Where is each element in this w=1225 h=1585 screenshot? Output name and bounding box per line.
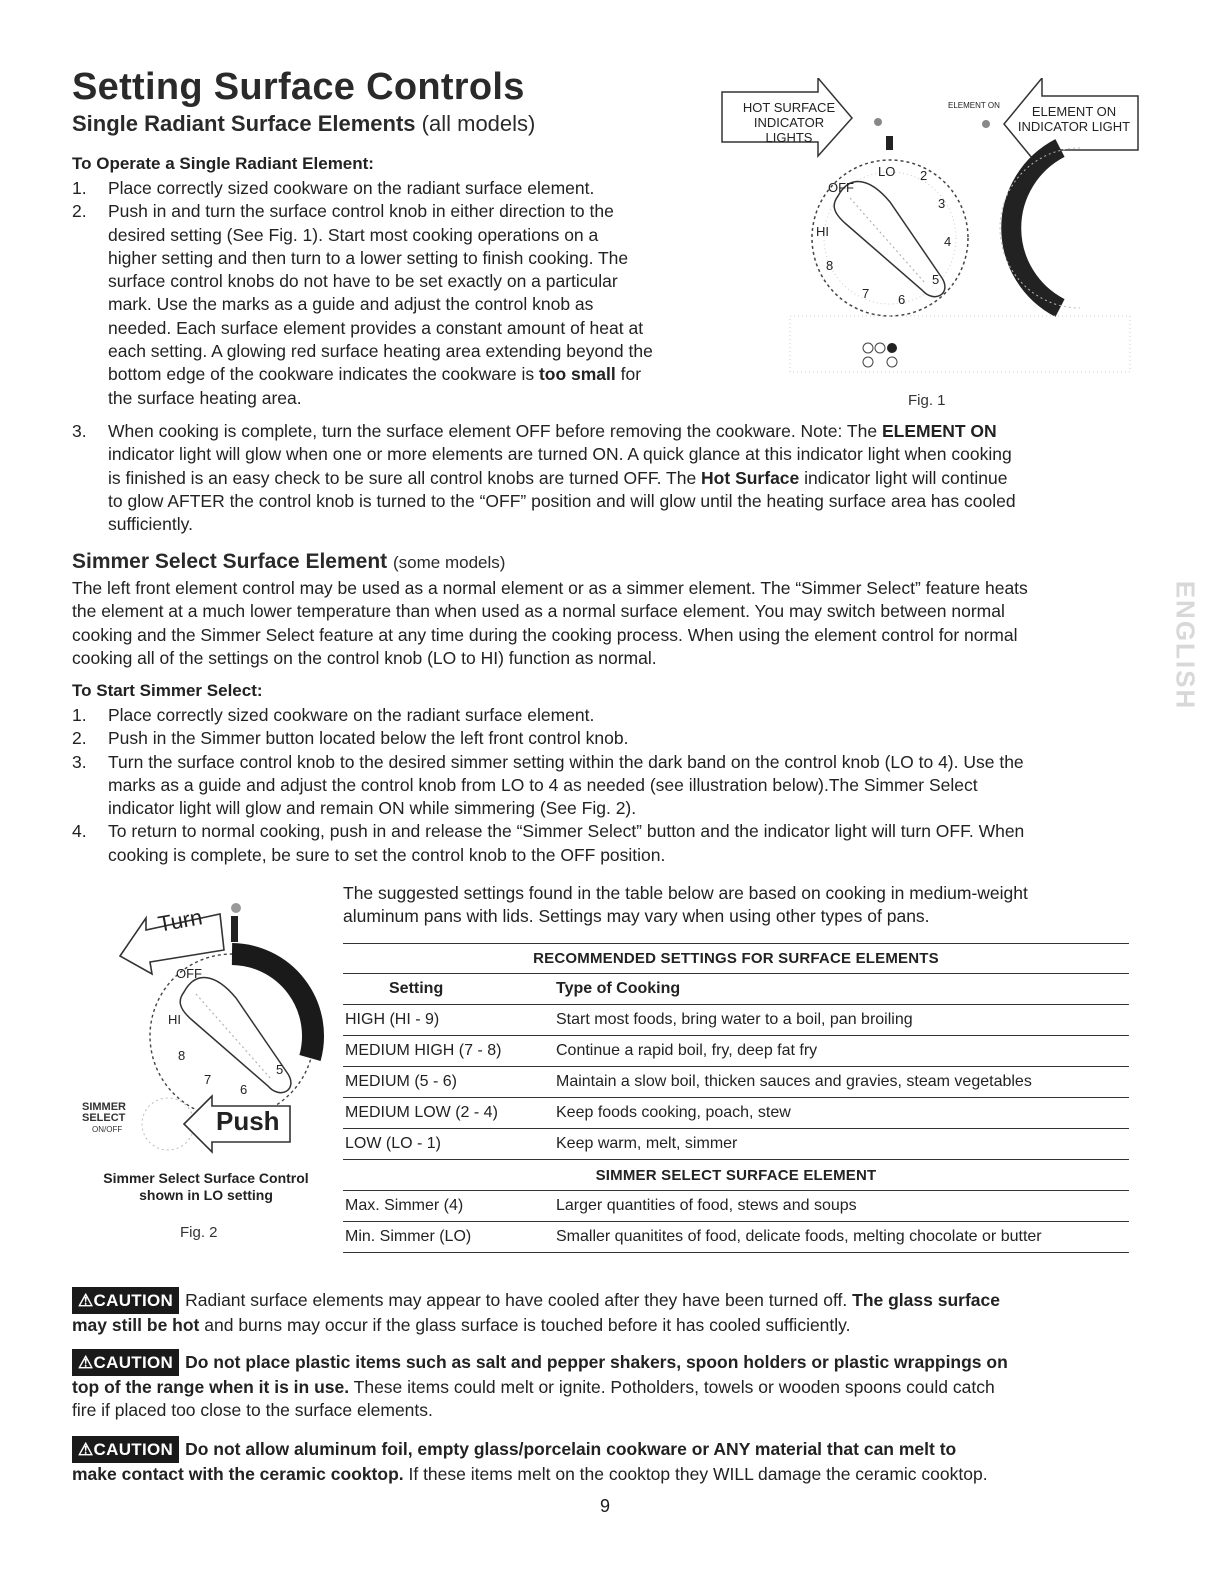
svg-text:5: 5	[276, 1062, 284, 1077]
page-title: Setting Surface Controls	[72, 66, 525, 108]
element-on-callout: ELEMENT ON INDICATOR LIGHT	[1017, 104, 1131, 134]
col-setting-header: Setting	[389, 980, 444, 997]
table-title: RECOMMENDED SETTINGS FOR SURFACE ELEMENTS	[343, 943, 1129, 974]
caution-badge: ⚠CAUTION	[72, 1349, 179, 1376]
table-row: MEDIUM HIGH (7 - 8) Continue a rapid boil, fry, deep fat fry	[343, 1036, 1129, 1067]
simmer-select-label: SIMMER SELECT ON/OFF	[82, 1101, 126, 1134]
operate-heading: To Operate a Single Radiant Element:	[72, 154, 374, 173]
simmer-step-3: 3. Turn the surface control knob to the desired simmer setting within the dark band on the control knob (LO to 4). Use the marks as a guide and adjust the control knob from LO to 4 as needed (see illustration below).The Simmer Select indicator light will glow and remain ON while simmering (See Fig. 2).	[72, 751, 1024, 819]
simmer-heading: Simmer Select Surface Element (some models)	[72, 550, 506, 573]
operate-steps	[72, 177, 752, 410]
operate-step-2: 2. Push in and turn the surface control knob in either direction to the desired setting (See Fig. 1). Start most cooking operations on a higher setting and then turn to a lower setting to finish cooking. The surface control knobs do not have to be set exactly on a particular mark. Use the marks as a guide and adjust the control knob as needed. Each surface element provides a constant amount of heat at each setting. A glowing red surface heating area extending beyond the bottom edge of the cookware indicates the cookware is too small for the surface heating area.	[72, 201, 653, 408]
caution-badge: ⚠CAUTION	[72, 1436, 179, 1463]
svg-text:7: 7	[862, 286, 870, 301]
table-row: Min. Simmer (LO) Smaller quanitites of food, delicate foods, melting chocolate or butter	[343, 1222, 1129, 1253]
start-simmer-heading: To Start Simmer Select:	[72, 681, 263, 700]
simmer-step-2: 2. Push in the Simmer button located below the left front control knob.	[72, 728, 629, 749]
page-number: 9	[600, 1496, 611, 1516]
fig2-label: Fig. 2	[180, 1224, 218, 1241]
element-on-light-icon	[982, 120, 990, 128]
figure-1	[720, 78, 1140, 418]
turn-label: Turn	[156, 904, 205, 937]
table-row: Max. Simmer (4) Larger quantities of food, stews and soups	[343, 1191, 1129, 1222]
section-subtitle	[72, 111, 535, 137]
subtitle-bold: Single Radiant Surface Elements	[72, 111, 416, 136]
fig1-caption: Fig. 1	[908, 392, 946, 409]
svg-text:4: 4	[944, 234, 952, 249]
caution-1: ⚠CAUTION Radiant surface elements may appear to have cooled after they have been turned off. The glass surface may still be hot and burns may occur if the glass surface is touched before it has cooled sufficiently.	[72, 1287, 1152, 1337]
language-side-tab	[1150, 578, 1212, 711]
svg-text:6: 6	[898, 292, 906, 307]
svg-text:LO: LO	[878, 164, 896, 179]
element-on-small-label: ELEMENT ON	[948, 101, 1000, 110]
caution-2: ⚠CAUTION Do not place plastic items such as salt and pepper shakers, spoon holders or plastic wrappings on top of the range when it is in use. These items could melt or ignite. Potholders, towels or wooden spoons could catch fire if placed too close to the surface elements.	[72, 1349, 1152, 1422]
table-row: MEDIUM LOW (2 - 4) Keep foods cooking, poach, stew	[343, 1098, 1129, 1129]
svg-text:7: 7	[204, 1072, 212, 1087]
svg-text:8: 8	[826, 258, 834, 273]
simmer-step-4: 4. To return to normal cooking, push in and release the “Simmer Select” button and the indicator light will turn OFF. When cooking is complete, be sure to set the control knob to the OFF position.	[72, 821, 1025, 865]
svg-text:6: 6	[240, 1082, 248, 1097]
fig2-caption: Simmer Select Surface Control shown in LO setting	[103, 1170, 309, 1203]
table-intro: The suggested settings found in the table below are based on cooking in medium-weight aluminum pans with lids. Settings may vary when using other types of pans.	[343, 883, 1028, 927]
svg-text:HI: HI	[816, 224, 829, 239]
simmer-intro: The left front element control may be used as a normal element or as a simmer element. The “Simmer Select” feature heats the element at a much lower temperature than when used as a normal surface element. You may switch between normal cooking and the Simmer Select feature at any time during the cooking process. When using the element control for normal cooking all of the settings on the control knob (LO to HI) function as normal.	[72, 578, 1028, 668]
operate-step-3: 3. When cooking is complete, turn the surface element OFF before removing the cookware. Note: The ELEMENT ON indicator light will glow when one or more elements are turned ON. A quick glance at this indicator light when cooking is finished is an easy check to be sure all control knobs are turned OFF. The Hot Surface indicator light will continue to glow AFTER the control knob is turned to the “OFF” position and will glow until the heating surface area has cooled sufficiently.	[72, 421, 1016, 535]
figure-2	[80, 888, 335, 1258]
caution-badge: ⚠CAUTION	[72, 1287, 179, 1314]
svg-text:OFF: OFF	[828, 180, 854, 195]
push-label: Push	[216, 1106, 280, 1136]
hot-surface-light-icon	[874, 118, 882, 126]
col-type-header: Type of Cooking	[556, 980, 681, 997]
svg-text:OFF: OFF	[176, 966, 202, 981]
svg-text:5: 5	[932, 272, 940, 287]
simmer-table-title: SIMMER SELECT SURFACE ELEMENT	[343, 1160, 1129, 1191]
table-row: HIGH (HI - 9) Start most foods, bring water to a boil, pan broiling	[343, 1005, 1129, 1036]
simmer-steps	[72, 704, 1152, 867]
caution-3: ⚠CAUTION Do not allow aluminum foil, empty glass/porcelain cookware or ANY material that can melt to make contact with the ceramic cooktop. If these items melt on the cooktop they WILL damage the ceramic cooktop.	[72, 1436, 1152, 1486]
svg-text:2: 2	[920, 168, 928, 183]
table-row: LOW (LO - 1) Keep warm, melt, simmer	[343, 1129, 1129, 1160]
svg-text:HI: HI	[168, 1012, 181, 1027]
table-header-row	[343, 974, 1129, 1005]
operate-step-1: 1. Place correctly sized cookware on the radiant surface element.	[72, 178, 595, 198]
side-tab-label: ENGLISH	[1170, 580, 1201, 711]
svg-text:3: 3	[938, 196, 946, 211]
subtitle-normal: (all models)	[421, 111, 536, 136]
settings-table	[343, 943, 1129, 1253]
operate-step-3-block	[72, 420, 1152, 536]
svg-text:8: 8	[178, 1048, 186, 1063]
table-row: MEDIUM (5 - 6) Maintain a slow boil, thicken sauces and gravies, steam vegetables	[343, 1067, 1129, 1098]
hot-surface-callout: HOT SURFACE INDICATOR LIGHTS	[742, 100, 836, 145]
simmer-step-1: 1. Place correctly sized cookware on the radiant surface element.	[72, 705, 595, 725]
